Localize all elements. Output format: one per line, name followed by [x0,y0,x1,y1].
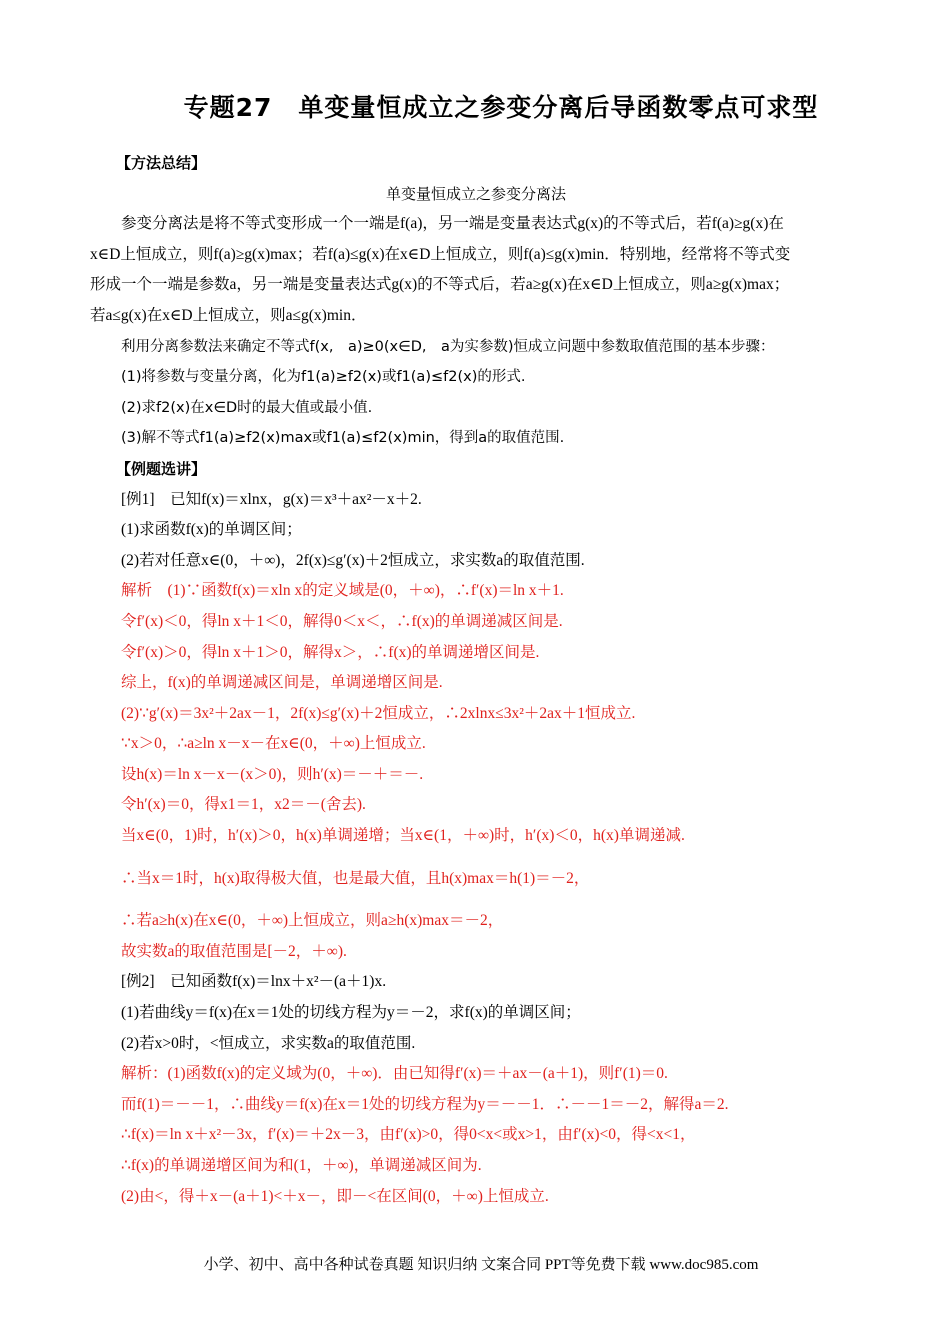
text-line: ∴若a≥h(x)在x∈(0，＋∞)上恒成立，则a≥h(x)max＝－2， [121,912,504,930]
section-heading: 【方法总结】 [116,154,207,172]
page-footer: 小学、初中、高中各种试卷真题 知识归纳 文案合同 PPT等免费下载 www.doc985.com [203,1257,759,1273]
text-line: 参变分离法是将不等式变形成一个一端是f(a)，另一端是变量表达式g(x)的不等式后，若f(a)≥g(x)在 [121,215,784,233]
text-line: 单变量恒成立之参变分离法 [385,184,566,203]
text-line: 故实数a的取值范围是[－2，＋∞). [121,942,347,960]
text-line: 利用分离参数法来确定不等式f(x, a)≥0(x∈D, a为实参数)恒成立问题中参数取值范围的基本步骤： [121,338,775,355]
text-line: 而f(1)＝－－1，∴曲线y＝f(x)在x＝1处的切线方程为y＝－－1．∴－－1＝－2，解得a＝2. [121,1095,729,1113]
text-line: (1)求函数f(x)的单调区间； [121,521,302,539]
text-line: [例2] 已知函数f(x)＝lnx＋x²－(a＋1)x. [121,973,387,991]
text-line: (2)∵g′(x)＝3x²＋2ax－1，2f(x)≤g′(x)＋2恒成立，∴2xlnx≤3x²＋2ax＋1恒成立. [121,704,636,722]
text-line: 综上，f(x)的单调递减区间是，单调递增区间是. [121,674,443,692]
text-line: (2)若x>0时，<恒成立，求实数a的取值范围. [121,1034,416,1052]
text-line: 解析 (1)∵函数f(x)＝xln x的定义域是(0，＋∞)，∴f′(x)＝ln x＋1. [121,582,564,600]
document-body [90,148,862,1212]
text-line: (2)由<，得＋x－(a＋1)<＋x－，即－<在区间(0，＋∞)上恒成立. [121,1187,549,1205]
text-line: 令f′(x)＞0，得ln x＋1＞0，解得x＞，∴f(x)的单调递增区间是. [121,643,540,661]
spacer [90,894,862,906]
text-line: ∵x＞0，∴a≥ln x－x－在x∈(0，＋∞)上恒成立. [121,735,426,753]
text-line: 设h(x)＝ln x－x－(x＞0)，则h′(x)＝－＋＝－. [121,765,424,783]
text-line: ∴f(x)的单调递增区间为和(1，＋∞)，单调递减区间为. [121,1157,482,1174]
text-line: (3)解不等式f1(a)≥f2(x)max或f1(a)≤f2(x)min，得到a的取值范围. [121,430,565,447]
text-line: 若a≤g(x)在x∈D上恒成立，则a≤g(x)min． [90,306,367,324]
text-line: (2)求f2(x)在x∈D时的最大值或最小值. [121,399,373,416]
text-line: 令h′(x)＝0，得x1＝1，x2＝－(舍去). [121,796,366,814]
text-line: 形成一个一端是参数a，另一端是变量表达式g(x)的不等式后，若a≥g(x)在x∈D上恒成立，则a≥g(x)max； [90,276,790,294]
spacer [90,852,862,864]
text-line: 令f′(x)＜0，得ln x＋1＜0，解得0＜x＜，∴f(x)的单调递减区间是. [121,612,563,630]
section-heading: 【例题选讲】 [116,459,207,478]
page-title: 专题27 单变量恒成立之参变分离后导函数零点可求型 [183,93,819,122]
text-line: (2)若对任意x∈(0，＋∞)，2f(x)≤g′(x)＋2恒成立，求实数a的取值范围. [121,551,585,569]
text-line: [例1] 已知f(x)＝xlnx，g(x)＝x³＋ax²－x＋2. [121,490,422,508]
text-line: x∈D上恒成立，则f(a)≥g(x)max；若f(a)≤g(x)在x∈D上恒成立，则f(a)≤g(x)min．特别地，经常将不等式变 [90,245,791,263]
text-line: 解析：(1)函数f(x)的定义域为(0，＋∞)．由已知得f′(x)＝＋ax－(a＋1)，则f′(1)＝0. [121,1065,668,1083]
text-line: (1)若曲线y＝f(x)在x＝1处的切线方程为y＝－2，求f(x)的单调区间； [121,1004,581,1022]
text-line: ∴当x＝1时，h(x)取得极大值，也是最大值，且h(x)max＝h(1)＝－2， [121,869,590,887]
text-line: ∴f(x)＝ln x＋x²－3x，f′(x)＝＋2x－3，由f′(x)>0，得0<x<或x>1，由f′(x)<0，得<x<1， [121,1126,696,1144]
text-line: 当x∈(0，1)时，h′(x)＞0，h(x)单调递增；当x∈(1，＋∞)时，h′(x)＜0，h(x)单调递减. [121,827,685,845]
text-line: (1)将参数与变量分离，化为f1(a)≥f2(x)或f1(a)≤f2(x)的形式. [121,369,526,386]
